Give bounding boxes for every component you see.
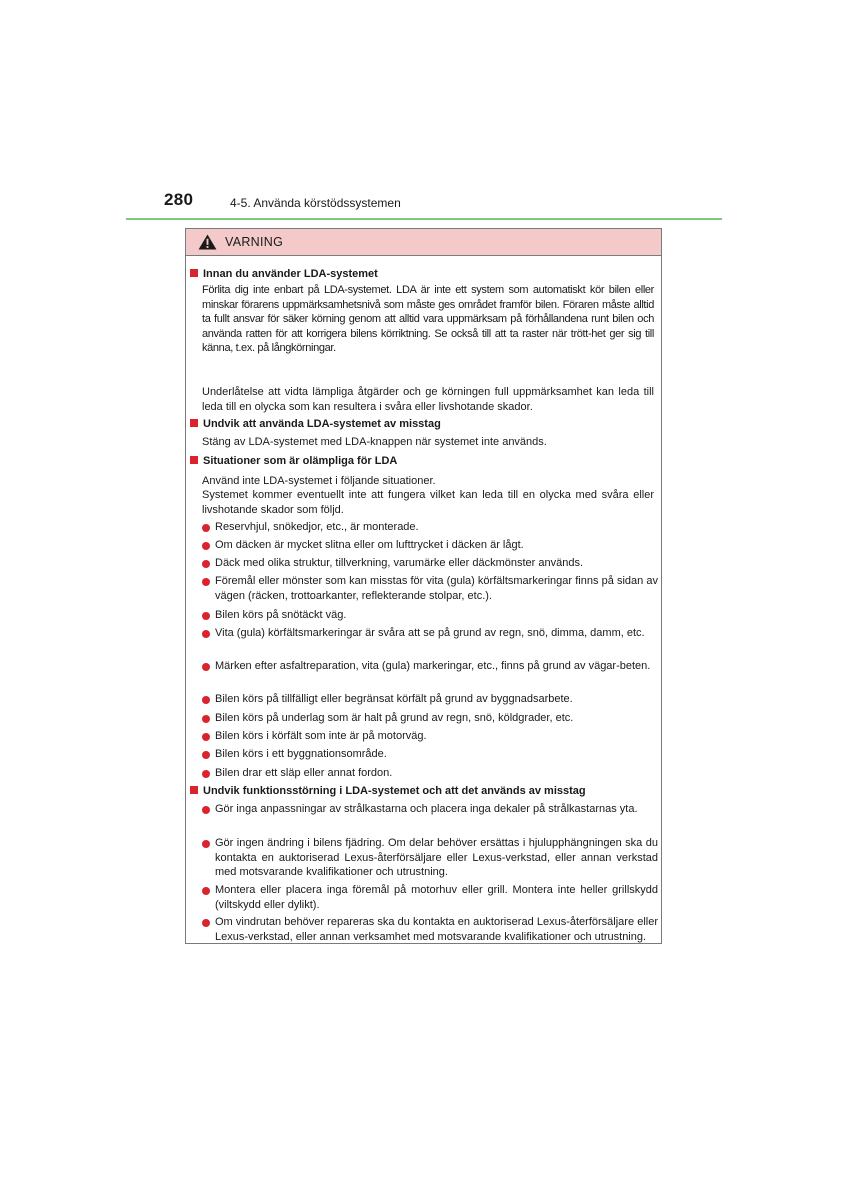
bullet-dot-icon [202,578,210,586]
section-title: 4-5. Använda körstödssystemen [230,196,401,210]
list-item: Gör ingen ändring i bilens fjädring. Om delar behöver ersättas i hjulupphängningen ska du kontakta en auktoriserad Lexus-återförsäljare eller Lexus-verkstad, eller annan verkstad med motsvarande kvalifikationer och utrustning. [202,836,658,880]
page-number: 280 [164,190,194,209]
square-bullet-icon [190,786,198,794]
list-item: Vita (gula) körfältsmarkeringar är svåra att se på grund av regn, snö, dimma, damm, etc. [202,626,658,641]
bullet-dot-icon [202,560,210,568]
bullet-dot-icon [202,612,210,620]
list-item: Bilen körs på underlag som är halt på grund av regn, snö, köldgrader, etc. [202,711,658,726]
list-item: Bilen körs i ett byggnationsområde. [202,747,658,762]
paragraph: Stäng av LDA-systemet med LDA-knappen när systemet inte används. [202,436,547,448]
warning-header [186,229,661,256]
warning-label: VARNING [225,235,284,249]
paragraph: Använd inte LDA-systemet i följande situationer. [202,475,436,487]
paragraph: Systemet kommer eventuellt inte att fungera vilket kan leda till en olycka med svåra eller livshotande skador som följd. [202,489,654,516]
bullet-dot-icon [202,840,210,848]
list-item: Bilen drar ett släp eller annat fordon. [202,766,658,781]
section-heading: Undvik funktionsstörning i LDA-systemet och att det används av misstag [190,784,586,798]
list-item: Bilen körs på tillfälligt eller begränsat körfält på grund av byggnadsarbete. [202,692,658,707]
list-item: Märken efter asfaltreparation, vita (gula) markeringar, etc., finns på grund av vägar-beten. [202,659,658,674]
paragraph: Underlåtelse att vidta lämpliga åtgärder och ge körningen full uppmärksamhet kan leda till leda till en olycka som kan resultera i svåra eller livshotande skador. [202,386,654,413]
section-heading: Undvik att använda LDA-systemet av misstag [190,417,441,431]
square-bullet-icon [190,456,198,464]
page-header [126,188,722,220]
bullet-dot-icon [202,542,210,550]
warning-box [185,228,662,944]
section-heading: Innan du använder LDA-systemet [190,267,378,281]
section-heading: Situationer som är olämpliga för LDA [190,454,397,468]
bullet-dot-icon [202,806,210,814]
square-bullet-icon [190,269,198,277]
list-item: Däck med olika struktur, tillverkning, varumärke eller däckmönster används. [202,556,658,571]
list-item: Om vindrutan behöver repareras ska du kontakta en auktoriserad Lexus-återförsäljare eller Lexus-verkstad, eller annan verksamhet med motsvarande kvalifikationer och utrustning. [202,915,658,944]
bullet-dot-icon [202,630,210,638]
list-item: Gör inga anpassningar av strålkastarna och placera inga dekaler på strålkastarnas yta. [202,802,658,817]
list-item: Bilen körs i körfält som inte är på motorväg. [202,729,658,744]
bullet-dot-icon [202,770,210,778]
list-item: Montera eller placera inga föremål på motorhuv eller grill. Montera inte heller grillskydd (viltskydd eller dylikt). [202,883,658,912]
list-item: Reservhjul, snökedjor, etc., är monterade. [202,520,658,535]
bullet-dot-icon [202,715,210,723]
paragraph: Förlita dig inte enbart på LDA-systemet. LDA är inte ett system som automatiskt kör bilen eller minskar förarens uppmärksamhetsnivå som måste ges området framför bilen. Föraren måste alltid ta fullt ansvar för säker körning genom att alltid vara uppmärksam på förhållandena runt bilen och använda ratten för att korrigera bilens körriktning. Se också till att ta raster när trött-het ger sig till känna, t.ex. på långkörningar. [202,284,654,355]
list-item: Bilen körs på snötäckt väg. [202,608,658,623]
square-bullet-icon [190,419,198,427]
warning-triangle-icon [198,234,217,250]
bullet-dot-icon [202,733,210,741]
bullet-dot-icon [202,751,210,759]
bullet-dot-icon [202,919,210,927]
list-item: Om däcken är mycket slitna eller om lufttrycket i däcken är lågt. [202,538,658,553]
bullet-dot-icon [202,663,210,671]
list-item: Föremål eller mönster som kan misstas för vita (gula) körfältsmarkeringar finns på sidan av vägen (räcken, trottoarkanter, reflekterande stolpar, etc.). [202,574,658,603]
bullet-dot-icon [202,887,210,895]
bullet-dot-icon [202,696,210,704]
bullet-dot-icon [202,524,210,532]
